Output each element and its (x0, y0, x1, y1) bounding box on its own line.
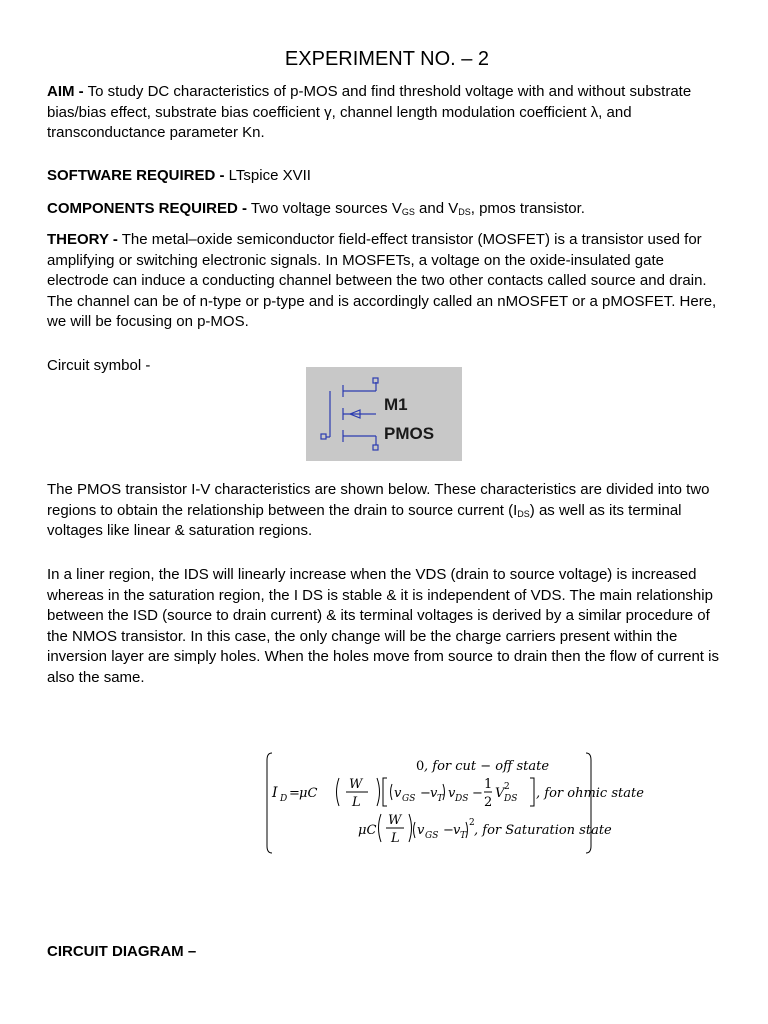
svg-text:1: 1 (484, 777, 493, 792)
case2-label: , for ohmic state (536, 786, 644, 801)
eq-lhs: I (272, 785, 278, 801)
pmos-symbol-figure (306, 367, 462, 461)
theory-paragraph (47, 230, 721, 333)
svg-text:W: W (388, 813, 402, 828)
svg-text:DS: DS (455, 794, 469, 804)
page-title: EXPERIMENT NO. – 2 (284, 48, 490, 70)
svg-text:V: V (495, 786, 505, 801)
aim-paragraph (47, 82, 721, 144)
svg-text:D: D (280, 794, 288, 804)
aim-label: AIM - (47, 83, 84, 100)
aim-text: To study DC characteristics of p-MOS and find threshold voltage with and without substrate bias/bias effect, substrate bias coefficient γ, channel length modulation coefficient λ, and transconductance parameter Kn. (47, 83, 692, 141)
linear-region-paragraph: In a liner region, the IDS will linearly increase when the VDS (drain to source voltage) is increased whereas in the saturation region, the I DS is stable & it is independent of VDS. The main relationship between the ISD (source to drain current) & its terminal voltages is derived by a similar procedure of the NMOS transistor. In this case, the only change will be the charge carriers present within the inversion layer are simply holes. When the holes move from source to drain then the flow of current is also the same. (47, 566, 719, 686)
case1-label: , for cut − off state (424, 759, 550, 774)
svg-text:v: v (417, 823, 425, 838)
case1-value: 0 (416, 759, 425, 774)
svg-text:GS: GS (425, 831, 439, 841)
theory-label: THEORY - (47, 231, 118, 248)
circuit-symbol-label: Circuit symbol - (47, 357, 151, 374)
svg-text:μC: μC (299, 786, 318, 801)
symbol-name: M1 (384, 395, 408, 414)
svg-text:v: v (430, 786, 438, 801)
svg-text:L: L (391, 831, 400, 846)
svg-text:T: T (460, 831, 467, 841)
svg-text:v: v (394, 786, 402, 801)
svg-text:W: W (349, 777, 363, 792)
svg-text:L: L (352, 795, 361, 810)
software-label: SOFTWARE REQUIRED - (47, 167, 225, 184)
software-paragraph (47, 166, 721, 187)
svg-text:−: − (420, 786, 431, 801)
iv-characteristics-paragraph: The PMOS transistor I-V characteristics are shown below. These characteristics are divided into two regions to obtain the relationship between the drain to source current $(I_{DS})$ as well as its terminal voltages like linear & saturation regions. (47, 481, 710, 539)
case3-label: , for Saturation state (474, 823, 612, 838)
svg-text:2: 2 (504, 782, 510, 792)
equation-figure (264, 748, 644, 858)
components-label: COMPONENTS REQUIRED - (47, 200, 248, 217)
svg-text:DS: DS (504, 794, 518, 804)
circuit-diagram-heading: CIRCUIT DIAGRAM – (47, 943, 197, 960)
symbol-type: PMOS (384, 424, 435, 443)
pmos-symbol-icon (306, 367, 462, 461)
svg-text:2: 2 (484, 795, 493, 810)
components-paragraph: COMPONENTS REQUIRED - Two voltage sources $V_{GS}$ and $V_{DS}$, pmos transistor. (47, 200, 585, 217)
svg-text:T: T (437, 794, 444, 804)
svg-text:v: v (448, 786, 456, 801)
svg-text:GS: GS (402, 794, 416, 804)
svg-text:μC: μC (358, 823, 377, 838)
theory-text: The metal–oxide semiconductor field-effect transistor (MOSFET) is a transistor used for amplifying or switching electronic signals. In MOSFETs, a voltage on the oxide-insulated gate electrode can induce a conducting channel between the two other contacts called source and drain. The channel can be of n-type or p-type and is accordingly called an nMOSFET or a pMOSFET. Here, we will be focusing on p-MOS. (47, 231, 717, 330)
software-text: LTspice XVII (224, 167, 311, 184)
svg-text:v: v (453, 823, 461, 838)
svg-text:2: 2 (469, 818, 475, 828)
svg-text:−: − (443, 823, 454, 838)
drain-current-equation (264, 748, 644, 858)
svg-text:=: = (289, 786, 300, 801)
svg-text:−: − (472, 786, 483, 801)
